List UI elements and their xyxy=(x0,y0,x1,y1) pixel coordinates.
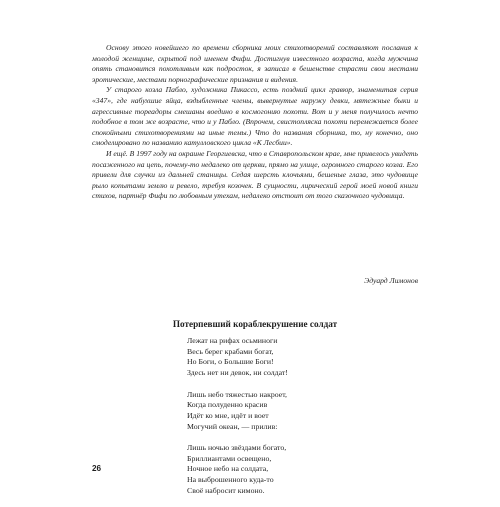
poem-stanza-3 xyxy=(187,443,407,497)
poem-line: Весь берег крабами богат, xyxy=(187,346,274,356)
intro-paragraph-3: И ещё. В 1997 году на окраине Георгиевска, что в Ставропольском крае, мне привелось увидеть посаженного на цепь, почему-то недалеко от церкви, прямо на улице, огромного старого козла. Его привели для случки из дальней станицы. Седая шерсть клочьями, бешеные глаза, это чудовище рыло копытами землю и ревело, требуя козочек. В сущности, лирический герой моей новой книги стихов, партнёр Фифи по любовным утехам, недалеко отстоит от того сказочного чудовища. xyxy=(92,148,418,201)
poem-line: На выброшенного куда-то xyxy=(187,475,274,485)
poem-line: Лишь небо тяжестью накроет, xyxy=(187,389,287,399)
intro-paragraph-2: У старого козла Пабло, художника Пикассо, есть поздний цикл гравюр, знаменитая серия «347», где набухшие яйца, вздыбленные члены, вывернутые наружу девки, мятежные быки и агрессивные тореадоры смешаны воедино в космогонию похоти. Вот и у меня получилось нечто подобное в том же возрасте, что и у Пабло. (Впрочем, свистопляска похоти перемежается более спокойными стихотворениями на иные темы.) Что до названия сборника, то, ну конечно, оно смоделировано по названию катулловского цикла «К Лесбии». xyxy=(92,85,418,148)
intro-paragraph-1: Основу этого новейшего по времени сборника моих стихотворений составляют послания к молодой женщине, скрытой под именем Фифи. Достигнув известного возраста, когда мужчина опять становится похотливым как подросток, я записал в бешенстве страсти свои местами эротические, местами порнографические признания и видения. xyxy=(92,43,418,84)
poem-line: Здесь нет ни девок, ни солдат! xyxy=(187,368,288,378)
poem-line: Но Боги, о Большие Боги! xyxy=(187,357,274,367)
poem-line: Бриллиантами освещено, xyxy=(187,453,272,463)
poem-title: Потерпевший кораблекрушение солдат xyxy=(172,319,338,329)
poem-line: Могучий океан, — прилив: xyxy=(187,421,278,431)
poem-line: Лишь ночью звёздами богато, xyxy=(187,443,287,452)
poem-stanza-1 xyxy=(187,336,407,379)
poem-line: Лежат на рифах осьминоги xyxy=(187,336,278,345)
page-number: 26 xyxy=(92,464,102,473)
poem-line: Ночное небо на солдата, xyxy=(187,464,269,474)
poem-stanza-2 xyxy=(187,390,407,433)
author-signature: Эдуард Лимонов xyxy=(364,276,418,285)
poem-line: Своё набросит кимоно. xyxy=(187,485,265,495)
poem-body xyxy=(187,336,407,507)
poem-line: Идёт ко мне, идёт и воет xyxy=(187,410,269,420)
poem-line: Когда полуденно красив xyxy=(187,400,268,410)
introduction-text xyxy=(92,43,418,202)
